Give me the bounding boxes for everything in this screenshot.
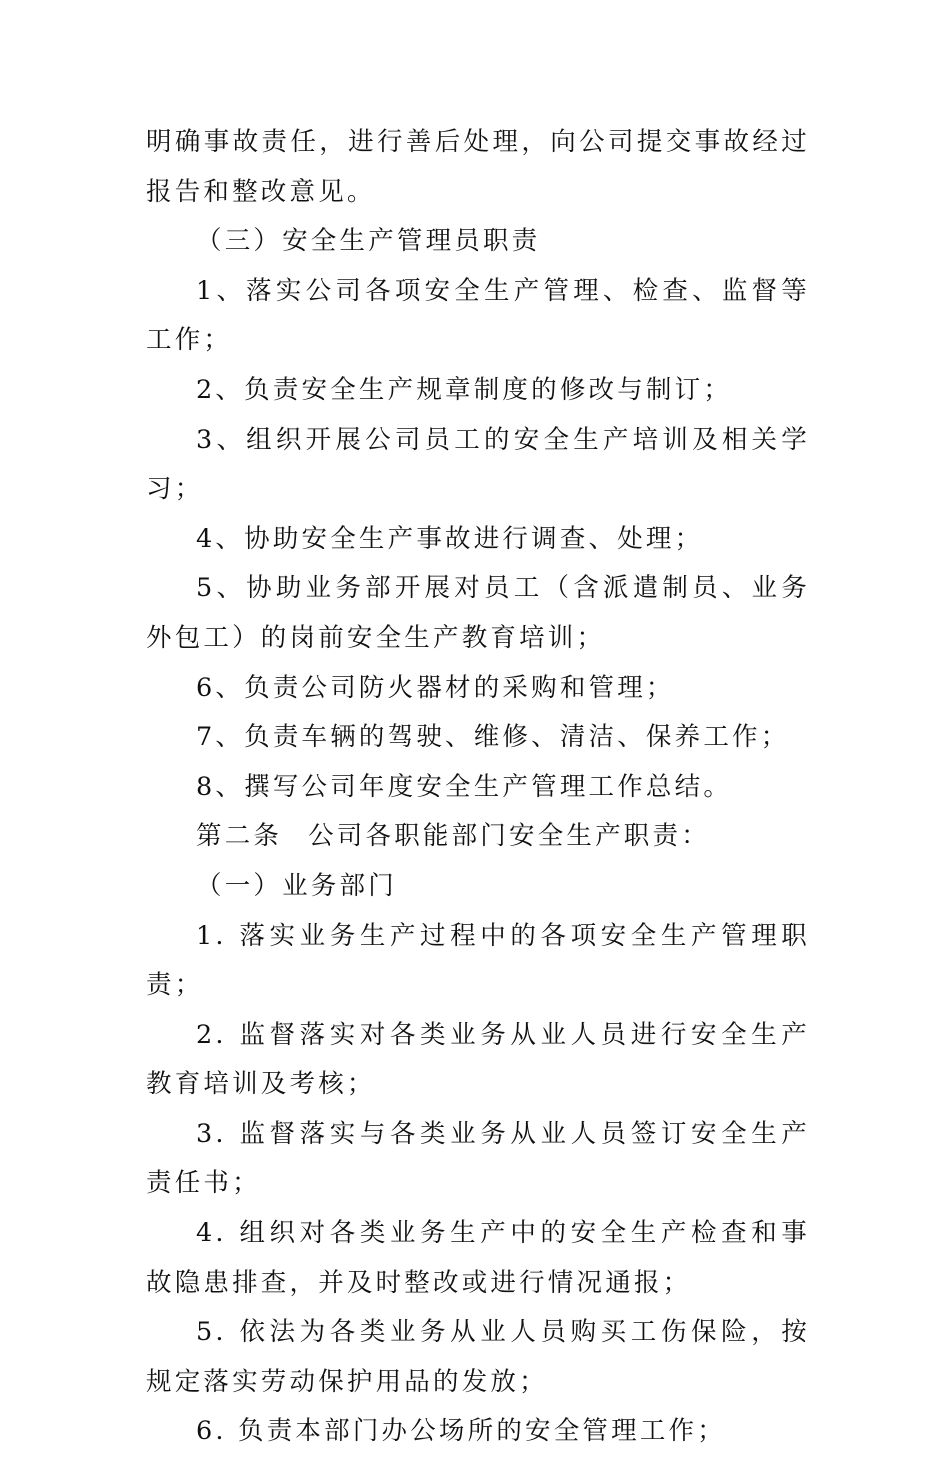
article-label: 第二条 <box>196 821 283 852</box>
heading-business-department: （一）业务部门 <box>196 870 397 901</box>
list-item: 3. 监督落实与各类业务从业人员签订安全生产责任书； <box>146 1118 810 1199</box>
list-item: 3、组织开展公司员工的安全生产培训及相关学习； <box>146 424 810 505</box>
list-item: 8、撰写公司年度安全生产管理工作总结。 <box>196 771 733 802</box>
list-item: 2. 监督落实对各类业务从业人员进行安全生产教育培训及考核； <box>146 1019 810 1100</box>
list-item: 2、负责安全生产规章制度的修改与制订； <box>196 374 733 405</box>
list-item: 7、负责车辆的驾驶、维修、清洁、保养工作； <box>196 722 790 753</box>
list-item: 4. 组织对各类业务生产中的安全生产检查和事故隐患排查，并及时整改或进行情况通报； <box>146 1218 810 1298</box>
article-title: 公司各职能部门安全生产职责： <box>308 821 710 852</box>
list-item: 4、协助安全生产事故进行调查、处理； <box>196 523 704 554</box>
article-two-heading <box>146 812 810 862</box>
list-item: 6、负责公司防火器材的采购和管理； <box>196 672 675 703</box>
list-item: 1. 落实业务生产过程中的各项安全生产管理职责； <box>146 920 810 1001</box>
list-item: 5、协助业务部开展对员工（含派遣制员、业务外包工）的岗前安全生产教育培训； <box>146 573 810 653</box>
list-item: 1、落实公司各项安全生产管理、检查、监督等工作； <box>146 275 810 356</box>
list-item: 6. 负责本部门办公场所的安全管理工作； <box>196 1416 726 1447</box>
list-item: 5. 依法为各类业务从业人员购买工伤保险，按规定落实劳动保护用品的发放； <box>146 1317 810 1397</box>
document-body <box>146 118 810 1457</box>
heading-safety-officer-duties: （三）安全生产管理员职责 <box>196 226 541 257</box>
paragraph-accident-responsibility: 明确事故责任，进行善后处理，向公司提交事故经过报告和整改意见。 <box>146 127 810 207</box>
